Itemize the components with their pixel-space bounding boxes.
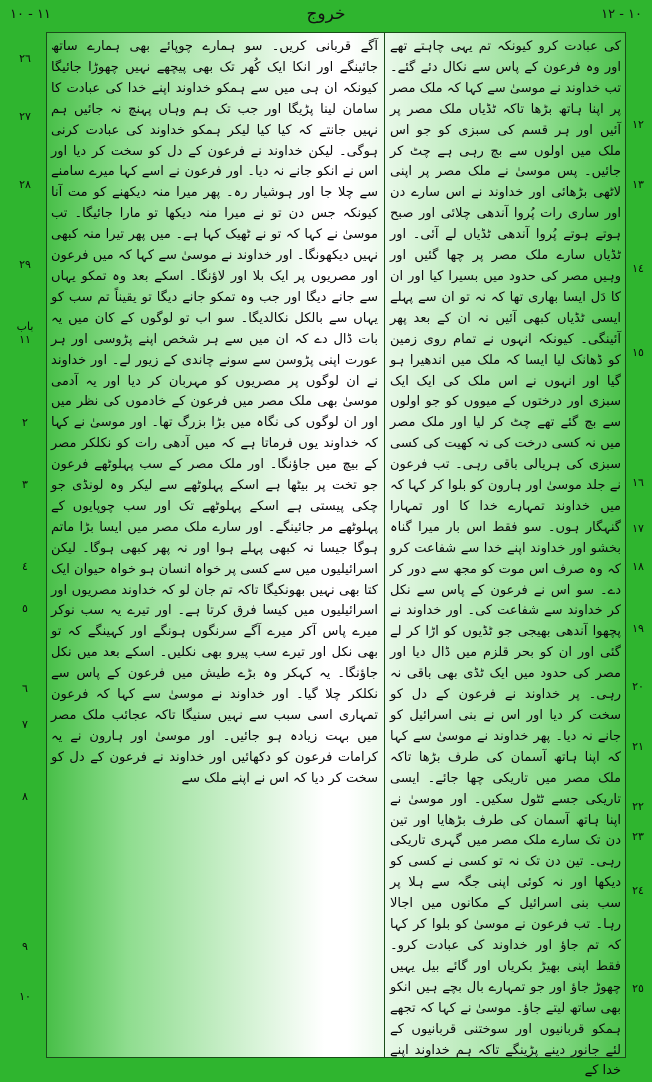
left-text-column (51, 37, 378, 790)
verse-number: ١٦ (632, 476, 644, 489)
verse-number: ٢٩ (19, 258, 31, 271)
page-header (0, 0, 652, 32)
verse-number: ١٥ (632, 346, 644, 359)
verse-number: ٢٥ (632, 982, 644, 995)
verse-number: ١٣ (632, 178, 644, 191)
verse-number: ٤ (22, 560, 28, 573)
verse-number: ١٠ (19, 990, 31, 1003)
verse-number: ٢٣ (632, 830, 644, 843)
book-title: خروج (306, 4, 346, 24)
verse-number: ١٧ (632, 522, 644, 535)
verse-number: ٣ (22, 478, 28, 491)
verse-number: ٧ (22, 718, 28, 731)
verse-number: ٢٨ (19, 178, 31, 191)
chapter-reference-right: ١٠ - ١٢ (601, 7, 642, 22)
chapter-reference-left: ١١ - ١٠ (10, 7, 51, 22)
verse-number: ٢٠ (632, 680, 644, 693)
verse-number: ٢٦ (19, 52, 31, 65)
scripture-page (46, 32, 626, 1079)
verse-number: ٥ (22, 602, 28, 615)
left-column-text: آگے قربانی کریں۔ سو ہمارے چوپائے بھی ہمارے ساتھ جائینگے اور انکا ایک کُھر تک بھی پیچھے نہیں چھوڑا جائیگا کیونکہ ان ہی میں سے ہمکو خداوند اپنے خدا کی عبادت کا سامان لینا پڑیگا اور جب تک ہم وہاں پہنچ نہ جائیں ہم نہیں جانتے کہ کیا کیا لیکر ہمکو خداوند کی عبادت کرنی ہوگی۔ لیکن خداوند نے فرعون کے دل کو سخت کر دیا اور اس نے انکو جانے نہ دیا۔ اور فرعون نے اسے کہا میرے سامنے سے چلا جا اور ہوشیار رہ۔ پھر میرا منہ دیکھنے کو مت آنا کیونکہ جس دن تو نے میرا منہ دیکھا تو مارا جائیگا۔ تب موسیٰ نے کہا کہ تو نے ٹھیک کہا ہے۔ میں پھر تیرا منہ کبھی نہیں دیکھونگا۔ اور خداوند نے موسیٰ سے کہا کہ میں فرعون اور مصریوں پر ایک بلا اور لاؤنگا۔ اسکے بعد وہ تمکو یہاں سے جانے دیگا اور جب وہ تمکو جانے دیگا تو یقیناً تم سب کو یہاں سے بالکل نکالدیگا۔ سو اب تو لوگوں کے کان میں یہ بات ڈال دے کہ ان میں سے ہر شخص اپنے پڑوسی اور ہر عورت اپنی پڑوسن سے سونے چاندی کے زیور لے۔ اور خداوند نے ان لوگوں پر مصریوں کو مہربان کر دیا اور یہ آدمی موسیٰ بھی ملک مصر میں فرعون کے خادموں کی نظر میں اور ان لوگوں کی نگاہ میں بڑا بزرگ تھا۔ اور موسیٰ نے کہا کہ خداوند یوں فرماتا ہے کہ میں آدھی رات کو نکلکر مصر کے بیچ میں جاؤنگا۔ اور ملک مصر کے سب پہلوٹھے فرعون جو تخت پر بیٹھا ہے اسکے پہلوٹھے سے لیکر وہ لونڈی جو چکی پیستی ہے اسکے پہلوٹھے تک اور سب چوپایوں کے پہلوٹھے مر جائینگے۔ اور سارے ملک مصر میں ایسا بڑا ماتم ہوگا جیسا نہ کبھی پہلے ہوا اور نہ پھر کبھی ہوگا۔ لیکن اسرائیلیوں میں سے کسی پر خواہ انسان ہو خواہ حیوان ایک کتا بھی نہیں بھونکیگا تاکہ تم جان لو کہ خداوند مصریوں اور اسرائیلیوں میں کیسا فرق کرتا ہے۔ اور تیرے یہ سب نوکر میرے پاس آکر میرے آگے سرنگوں ہونگے اور کہینگے کہ تو بھی نکل اور تیرے سب پیرو بھی نکلیں۔ اسکے بعد میں نکل جاؤنگا۔ یہ کہکر وہ بڑے طیش میں فرعون کے پاس سے نکلکر چلا گیا۔ اور خداوند نے موسیٰ سے کہا کہ فرعون تمہاری اسی سبب سے نہیں سنیگا تاکہ عجائب ملک مصر میں بہت زیادہ ہو جائیں۔ اور موسیٰ اور ہارون نے یہ کرامات فرعون کو دکھائیں اور خداوند نے فرعون کے دل کو سخت کر دیا کہ اس نے اپنے ملک سے (51, 39, 378, 786)
verse-number: ٢١ (632, 740, 644, 753)
verse-number: ٨ (22, 790, 28, 803)
verse-number: ٢٧ (19, 110, 31, 123)
verse-number: ١٢ (632, 118, 644, 131)
chapter-marker: باب ١١ (16, 320, 34, 346)
verse-number: ٩ (22, 940, 28, 953)
verse-number: ٢ (22, 416, 28, 429)
column-divider (384, 33, 385, 1057)
verse-number: ٢٤ (632, 884, 644, 897)
verse-number: ١٤ (632, 262, 644, 275)
right-text-column (390, 37, 621, 1082)
verse-number: ١٩ (632, 622, 644, 635)
verse-number: ١٨ (632, 560, 644, 573)
verse-number: ٢٢ (632, 800, 644, 813)
right-column-text: کی عبادت کرو کیونکہ تم یہی چاہتے تھے اور وہ فرعون کے پاس سے نکال دئے گئے۔ تب خداوند نے موسیٰ سے کہا کہ ملک مصر پر اپنا ہاتھ بڑھا تاکہ ٹڈیاں ملک مصر پر آئیں اور ہر قسم کی سبزی کو جو اس ملک میں اولوں سے بچ رہی ہے چٹ کر جائیں۔ پس موسیٰ نے ملک مصر پر اپنی لاٹھی بڑھائی اور خداوند نے اس سارے دن اور ساری رات پُروا آندھی چلائی اور صبح ہوتے ہوتے پُروا آندھی ٹڈیاں لے آئی۔ اور ٹڈیاں سارے ملک مصر پر چھا گئیں اور وہیں مصر کی حدود میں بسیرا کیا اور ان کا دَل ایسا بھاری تھا کہ نہ تو ان سے پہلے ایسی ٹڈیاں کبھی آئیں نہ ان کے بعد پھر آئینگی۔ کیونکہ انہوں نے تمام روی زمین کو ڈھانک لیا ایسا کہ ملک میں اندھیرا ہو گیا اور انہوں نے اس ملک کی ایک ایک سبزی اور درختوں کے میووں کو جو اولوں سے بچ گئے تھے چٹ کر لیا اور ملک مصر میں نہ کسی درخت کی نہ کھیت کی کسی سبزی کی ہریالی باقی رہی۔ تب فرعون نے جلد موسیٰ اور ہارون کو بلوا کر کہا کہ میں خداوند تمہارے خدا کا اور تمہارا گنہگار ہوں۔ سو فقط اس بار میرا گناہ بخشو اور خداوند اپنے خدا سے شفاعت کرو کہ وہ صرف اس موت کو مجھ سے دور کر دے۔ سو اس نے فرعون کے پاس سے نکل کر خداوند سے شفاعت کی۔ اور خداوند نے پچھوا آندھی بھیجی جو ٹڈیوں کو اڑا کر لے گئی اور ان کو بحر قلزم میں ڈال دیا اور مصر کی حدود میں ایک ٹڈی بھی باقی نہ رہی۔ پر خداوند نے فرعون کے دل کو سخت کر دیا اور اس نے بنی اسرائیل کو جانے نہ دیا۔ پھر خداوند نے موسیٰ سے کہا کہ اپنا ہاتھ آسمان کی طرف بڑھا تاکہ ملک مصر میں تاریکی چھا جائے۔ ایسی تاریکی جسے ٹٹول سکیں۔ اور موسیٰ نے اپنا ہاتھ آسمان کی طرف بڑھایا اور تین دن تک سارے ملک مصر میں گہری تاریکی رہی۔ تین دن تک نہ تو کسی نے کسی کو دیکھا اور نہ کوئی اپنی جگہ سے ہلا پر سب بنی اسرائیل کے مکانوں میں اجالا رہا۔ تب فرعون نے موسیٰ کو بلوا کر کہا کہ تم جاؤ اور خداوند کی عبادت کرو۔ فقط اپنی بھیڑ بکریاں اور گائے بیل یہیں چھوڑ جاؤ اور جو تمہارے بال بچے ہیں انکو بھی ساتھ لیتے جاؤ۔ موسیٰ نے کہا کہ تجھے ہمکو قربانیوں اور سوختنی قربانیوں کے لئے جانور دینے پڑینگے تاکہ ہم خداوند اپنے خدا کے (390, 39, 621, 1079)
verse-number: ٦ (22, 682, 28, 695)
